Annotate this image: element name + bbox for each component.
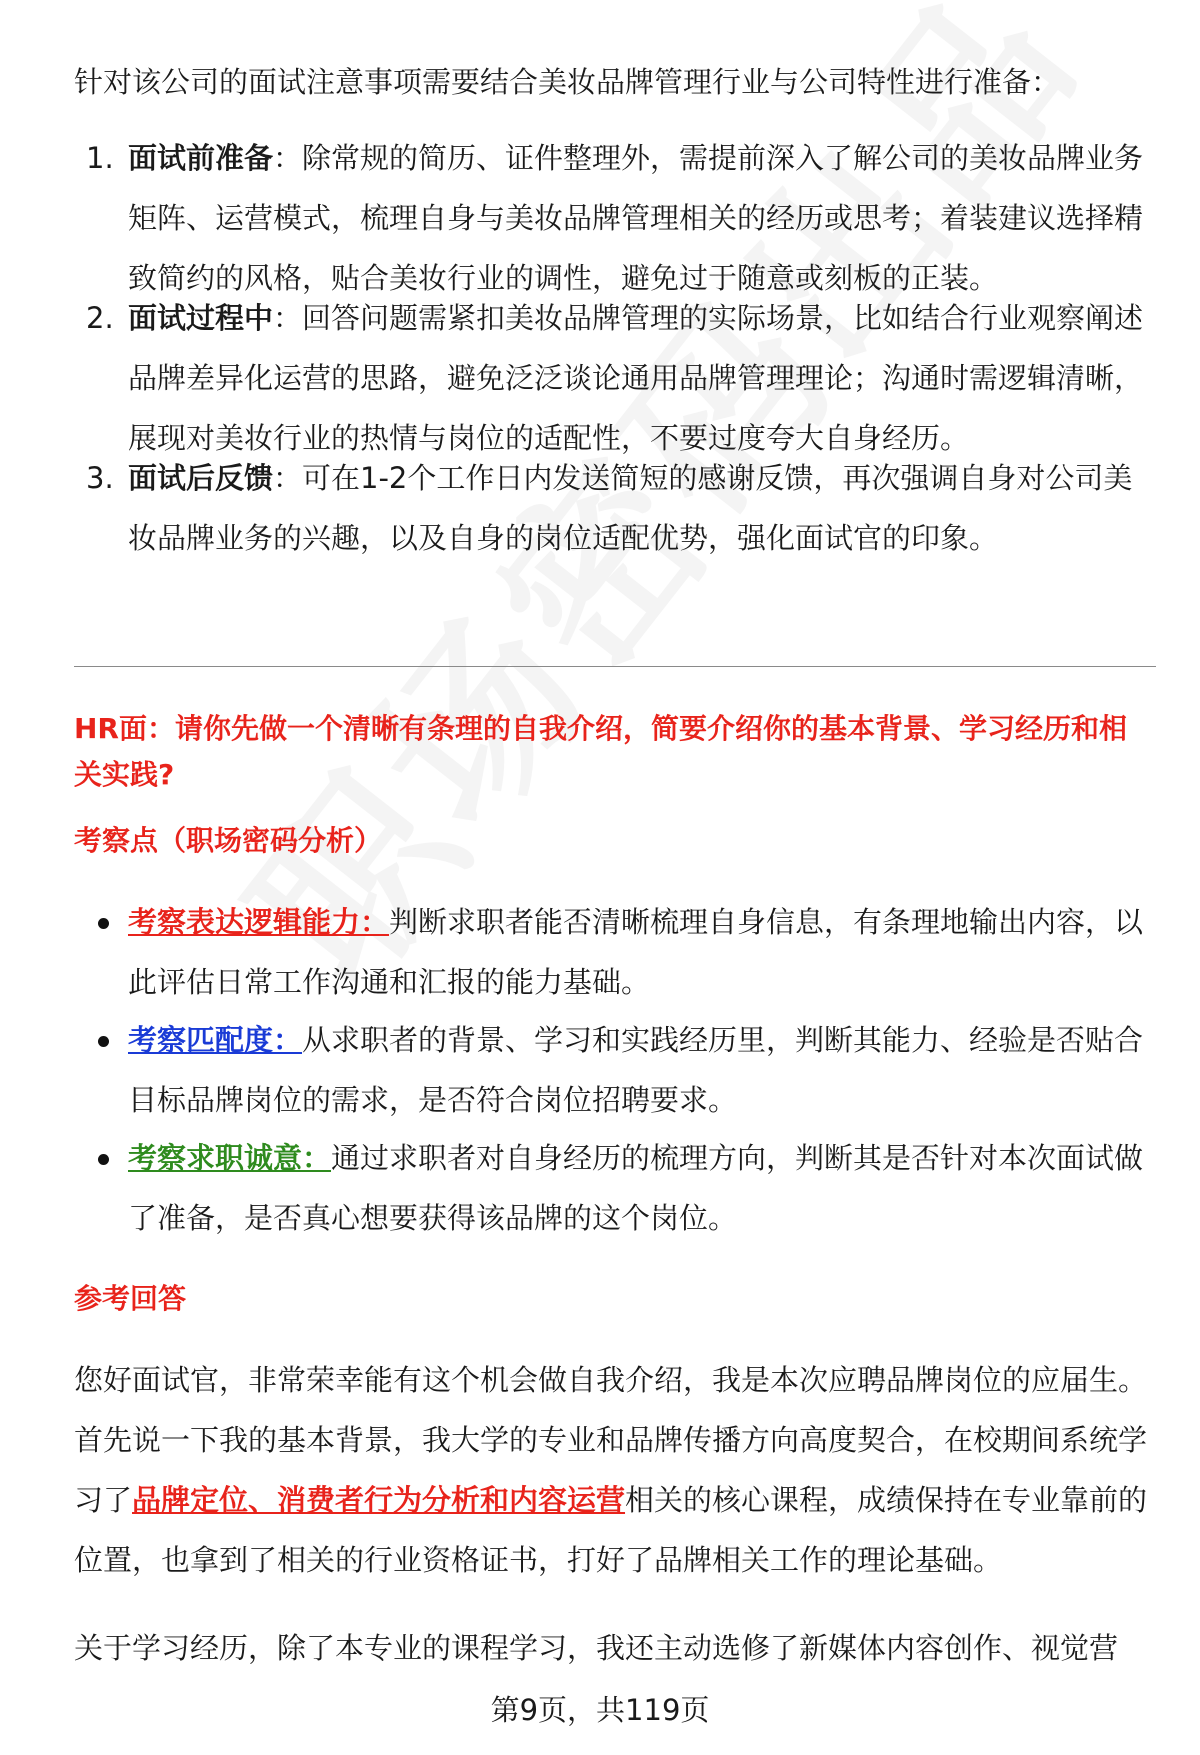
list-item-body bbox=[128, 448, 1148, 568]
list-item-text: ：回答问题需紧扣美妆品牌管理的实际场景，比如结合行业观察阐述品牌差异化运营的思路，避免泛泛谈论通用品牌管理理论；沟通时需逻辑清晰，展现对美妆行业的热情与岗位的适配性，不要过度夸大自身经历。 bbox=[128, 301, 1144, 455]
list-item-text: ：可在1-2个工作日内发送简短的感谢反馈，再次强调自身对公司美妆品牌业务的兴趣，以及自身的岗位适配优势，强化面试官的印象。 bbox=[128, 461, 1133, 555]
list-item-title: 面试前准备 bbox=[128, 141, 274, 175]
answer-text: 相关的核心课程，成绩保持在专业靠前的位置，也拿到了相关的行业资格证书，打好了品牌相关工作的理论基础。 bbox=[74, 1483, 1148, 1577]
list-number: 1. bbox=[86, 141, 114, 175]
list-item-text: ：除常规的简历、证件整理外，需提前深入了解公司的美妆品牌业务矩阵、运营模式，梳理自身与美妆品牌管理相关的经历或思考；着装建议选择精致简约的风格，贴合美妆行业的调性，避免过于随意或刻板的正装。 bbox=[128, 141, 1144, 295]
section-divider bbox=[74, 666, 1156, 667]
bullet-dot-icon bbox=[98, 918, 109, 929]
checkpoint-text: 判断求职者能否清晰梳理自身信息，有条理地输出内容，以此评估日常工作沟通和汇报的能力基础。 bbox=[128, 905, 1144, 999]
bullet-item-body bbox=[128, 1010, 1148, 1130]
bullet-item-body bbox=[128, 1128, 1148, 1248]
page-footer: 第9页，共119页 bbox=[490, 1693, 710, 1727]
bullet-dot-icon bbox=[98, 1154, 109, 1165]
list-number: 3. bbox=[86, 461, 114, 495]
bullet-item-body bbox=[128, 892, 1148, 1012]
checkpoint-text: 从求职者的背景、学习和实践经历里，判断其能力、经验是否贴合目标品牌岗位的需求，是否符合岗位招聘要求。 bbox=[128, 1023, 1144, 1117]
bullet-dot-icon bbox=[98, 1036, 109, 1047]
answer-highlight: 品牌定位、消费者行为分析和内容运营 bbox=[132, 1483, 626, 1517]
checkpoint-text: 通过求职者对自身经历的梳理方向，判断其是否针对本次面试做了准备，是否真心想要获得该品牌的这个岗位。 bbox=[128, 1141, 1144, 1235]
answer-heading: 参考回答 bbox=[74, 1282, 187, 1315]
list-number: 2. bbox=[86, 301, 114, 335]
interview-question: HR面：请你先做一个清晰有条理的自我介绍，简要介绍你的基本背景、学习经历和相关实践? bbox=[74, 712, 1127, 791]
checkpoint-heading: 考察点（职场密码分析） bbox=[74, 824, 383, 857]
checkpoint-label-logic: 考察表达逻辑能力： bbox=[128, 905, 390, 939]
checkpoint-label-match: 考察匹配度： bbox=[128, 1023, 303, 1057]
list-item-body bbox=[128, 288, 1148, 468]
list-item-title: 面试后反馈 bbox=[128, 461, 274, 495]
list-item-title: 面试过程中 bbox=[128, 301, 274, 335]
answer-paragraph-2: 关于学习经历，除了本专业的课程学习，我还主动选修了新媒体内容创作、视觉营 bbox=[74, 1631, 1119, 1665]
list-item-body bbox=[128, 128, 1148, 308]
intro-paragraph: 针对该公司的面试注意事项需要结合美妆品牌管理行业与公司特性进行准备： bbox=[74, 65, 1061, 99]
answer-paragraph-1 bbox=[74, 1350, 1154, 1590]
checkpoint-label-sincerity: 考察求职诚意： bbox=[128, 1141, 332, 1175]
answer-text: 您好面试官，非常荣幸能有这个机会做自我介绍，我是本次应聘品牌岗位的应届生。首先说一下我的基本背景，我大学的专业和品牌传播方向高度契合，在校期间系统学习了 bbox=[74, 1363, 1148, 1517]
